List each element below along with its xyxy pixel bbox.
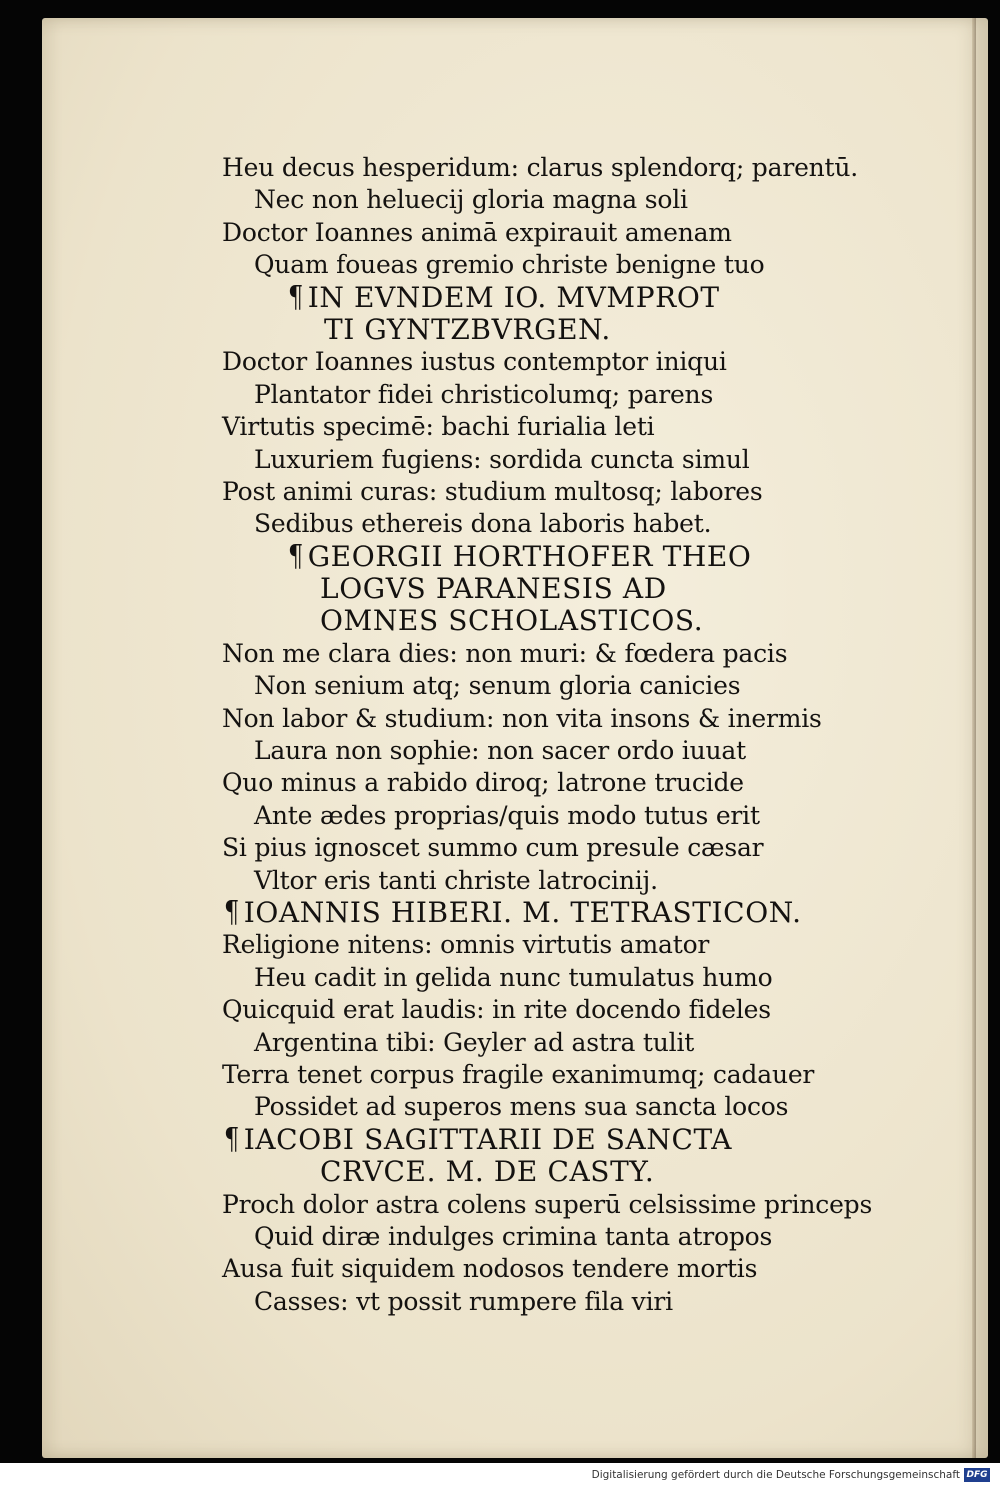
footer-credit: Digitalisierung gefördert durch die Deutsche Forschungsgemeinschaft [591, 1469, 960, 1481]
line-text: Ante ædes proprias/quis modo tutus erit [254, 800, 760, 830]
line-text: CRVCE. M. DE CASTY. [320, 1155, 655, 1189]
line-text: Sedibus ethereis dona laboris habet. [254, 509, 712, 539]
line-text: IOANNIS HIBERI. M. TETRASTICON. [243, 895, 802, 929]
line-text: Quicquid erat laudis: in rite docendo fideles [222, 995, 771, 1025]
line-text: Si pius ignoscet summo cum presule cæsar [222, 833, 764, 863]
line-text: Heu decus hesperidum: clarus splendorq; parentū. [222, 153, 859, 182]
verse-line [222, 703, 902, 735]
line-text: Post animi curas: studium multosq; labores [222, 476, 763, 506]
verse-line [222, 865, 902, 897]
pilcrow-icon: ¶ [223, 894, 240, 930]
verse-line [222, 1091, 902, 1123]
verse-line [222, 800, 902, 832]
verse-line [222, 1189, 902, 1221]
line-text: Proch dolor astra colens superū celsissime princeps [222, 1189, 873, 1219]
pilcrow-icon: ¶ [287, 279, 304, 315]
verse-line [222, 152, 902, 184]
heading-line [222, 279, 902, 315]
page-edge-shadow [972, 18, 976, 1458]
pilcrow-icon: ¶ [223, 1121, 240, 1157]
verse-line [222, 476, 902, 508]
pilcrow-icon: ¶ [287, 538, 304, 574]
verse-line [222, 444, 902, 476]
line-text: Virtutis specimē: bachi furialia leti [222, 412, 655, 442]
line-text: Quo minus a rabido diroq; latrone trucide [222, 768, 744, 798]
line-text: Religione nitens: omnis virtutis amator [222, 930, 710, 960]
verse-line [222, 379, 902, 411]
verse-line [222, 735, 902, 767]
line-text: GEORGII HORTHOFER THEO [307, 539, 752, 573]
line-text: Vltor eris tanti christe latrocinij. [254, 865, 658, 895]
verse-line [222, 638, 902, 670]
verse-line [222, 962, 902, 994]
line-text: Non senium atq; senum gloria canicies [254, 671, 741, 701]
verse-line [222, 1221, 902, 1253]
heading-line [222, 538, 902, 574]
verse-line [222, 767, 902, 799]
dfg-logo: DFG [964, 1468, 990, 1482]
line-text: Quam foueas gremio christe benigne tuo [254, 250, 765, 280]
line-text: TI GYNTZBVRGEN. [324, 312, 611, 346]
verse-line [222, 411, 902, 443]
line-text: Possidet ad superos mens sua sancta locos [254, 1092, 789, 1122]
heading-line [222, 894, 902, 930]
heading-line [222, 573, 902, 605]
line-text: IN EVNDEM IO. MVMPROT [307, 280, 720, 314]
heading-line [222, 1121, 902, 1157]
verse-line [222, 1286, 902, 1318]
verse-line [222, 929, 902, 961]
verse-line [222, 184, 902, 216]
verse-line [222, 1027, 902, 1059]
line-text: Casses: vt possit rumpere fila viri [254, 1286, 673, 1316]
line-text: Nec non heluecij gloria magna soli [254, 185, 688, 215]
verse-line [222, 508, 902, 540]
verse-line [222, 249, 902, 281]
line-text: IACOBI SAGITTARII DE SANCTA [243, 1122, 733, 1156]
line-text: Luxuriem fugiens: sordida cuncta simul [254, 444, 750, 474]
verse-line [222, 1253, 902, 1285]
verse-line [222, 346, 902, 378]
heading-line [222, 314, 902, 346]
line-text: Heu cadit in gelida nunc tumulatus humo [254, 962, 773, 992]
verse-line [222, 832, 902, 864]
line-text: Argentina tibi: Geyler ad astra tulit [254, 1027, 695, 1057]
heading-line [222, 1156, 902, 1188]
poem-text-block [222, 152, 902, 1318]
heading-line [222, 605, 902, 637]
line-text: Terra tenet corpus fragile exanimumq; cadauer [222, 1059, 815, 1089]
line-text: Doctor Ioannes animā expirauit amenam [222, 217, 732, 247]
verse-line [222, 670, 902, 702]
line-text: Doctor Ioannes iustus contemptor iniqui [222, 347, 727, 377]
line-text: Laura non sophie: non sacer ordo iuuat [254, 736, 746, 766]
line-text: Non me clara dies: non muri: & fœdera pacis [222, 638, 788, 668]
verse-line [222, 1059, 902, 1091]
line-text: Quid diræ indulges crimina tanta atropos [254, 1221, 773, 1251]
line-text: Plantator fidei christicolumq; parens [254, 379, 714, 409]
line-text: Non labor & studium: non vita insons & inermis [222, 703, 822, 733]
verse-line [222, 994, 902, 1026]
footer-bar [0, 1463, 1000, 1490]
line-text: LOGVS PARANESIS AD [320, 572, 667, 606]
line-text: OMNES SCHOLASTICOS. [320, 604, 704, 638]
verse-line [222, 217, 902, 249]
line-text: Ausa fuit siquidem nodosos tendere mortis [222, 1254, 758, 1284]
